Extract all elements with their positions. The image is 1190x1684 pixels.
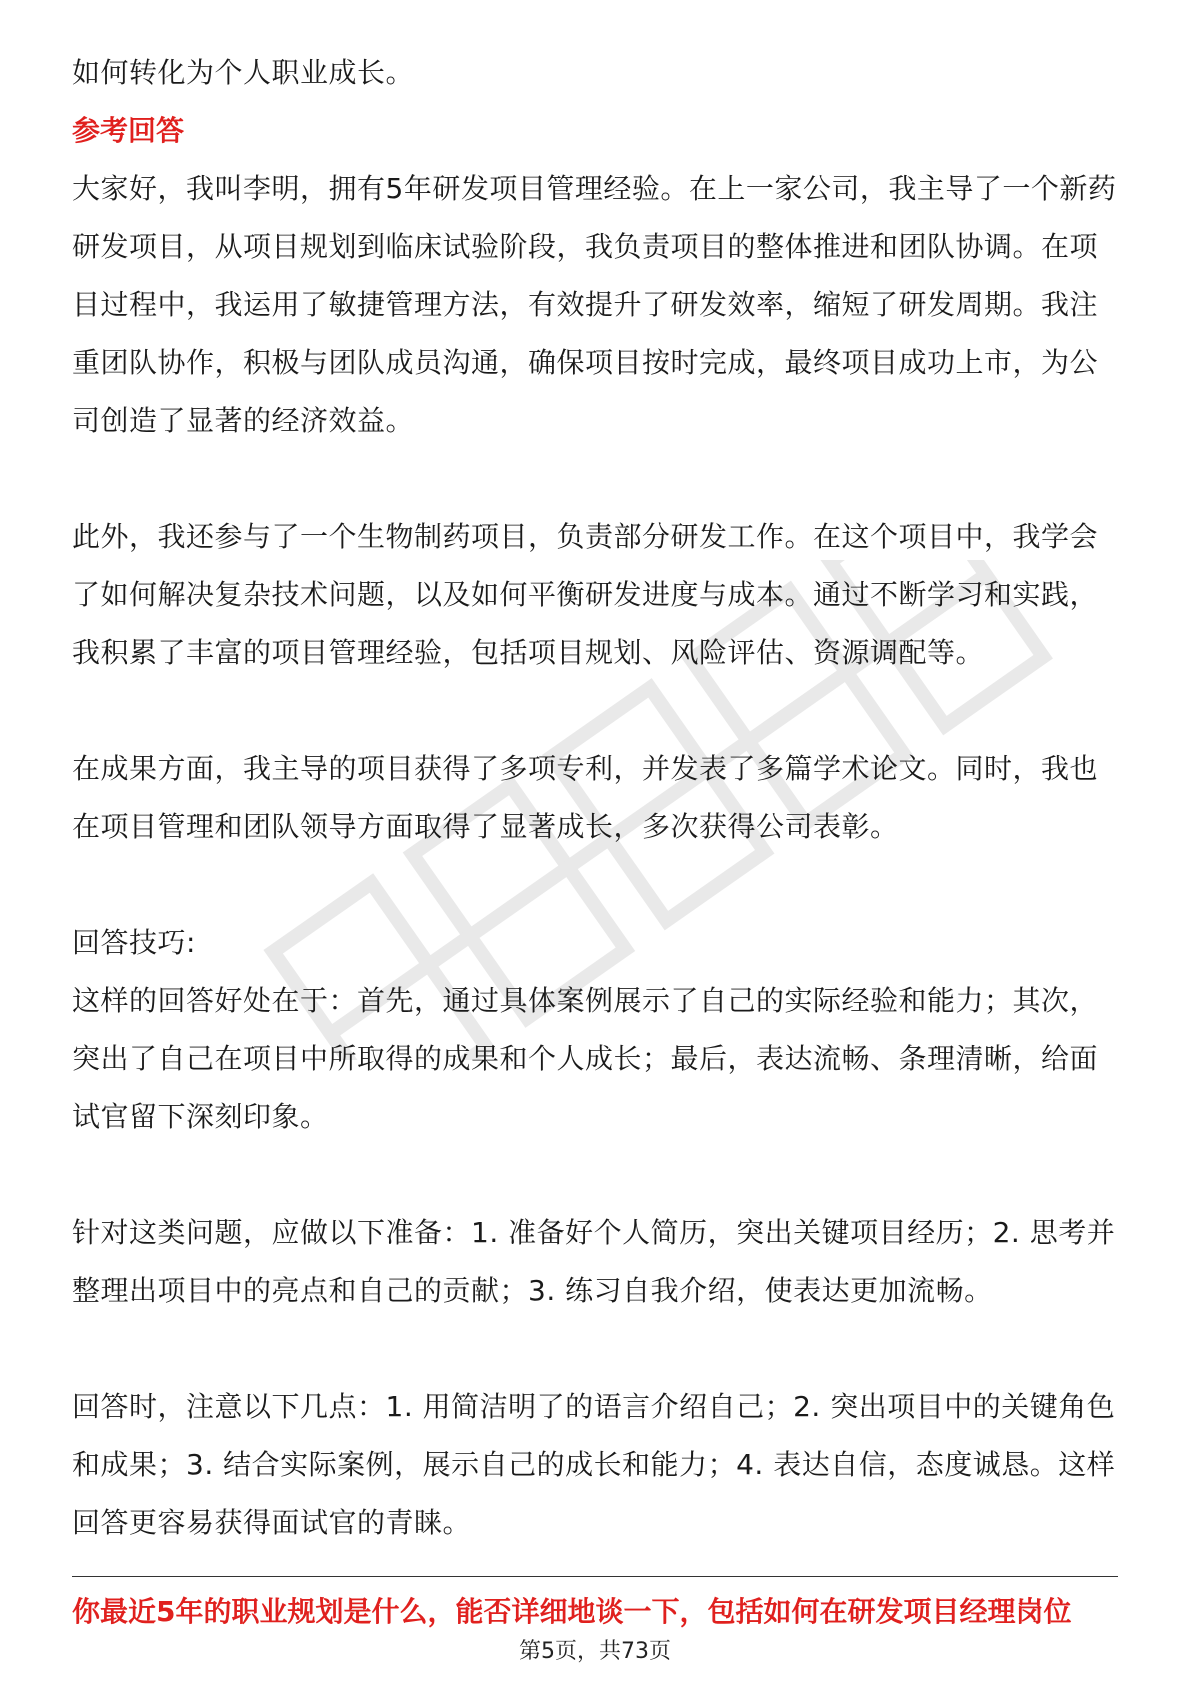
answer-paragraph: 大家好，我叫李明，拥有5年研发项目管理经验。在上一家公司，我主导了一个新药研发项目，从项目规划到临床试验阶段，我负责项目的整体推进和团队协调。在项目过程中，我运用了敏捷管理方法，有效提升了研发效率，缩短了研发周期。我注重团队协作，积极与团队成员沟通，确保项目按时完成，最终项目成功上市，为公司创造了显著的经济效益。 xyxy=(72,172,1117,437)
tips-heading: 回答技巧: xyxy=(72,926,196,959)
tips-paragraph: 这样的回答好处在于：首先，通过具体案例展示了自己的实际经验和能力；其次，突出了自己在项目中所取得的成果和个人成长；最后，表达流畅、条理清晰，给面试官留下深刻印象。 xyxy=(72,984,1099,1133)
answer-paragraph: 在成果方面，我主导的项目获得了多项专利，并发表了多篇学术论文。同时，我也在项目管理和团队领导方面取得了显著成长，多次获得公司表彰。 xyxy=(72,752,1099,843)
main-content xyxy=(72,44,1118,1552)
answer-label: 参考回答 xyxy=(72,114,185,147)
section-divider xyxy=(72,1576,1118,1577)
next-question-heading: 你最近5年的职业规划是什么，能否详细地谈一下，包括如何在研发项目经理岗位 xyxy=(72,1595,1072,1628)
tips-paragraph: 回答时，注意以下几点：1. 用简洁明了的语言介绍自己；2. 突出项目中的关键角色和成果；3. 结合实际案例，展示自己的成长和能力；4. 表达自信，态度诚恳。这样回答更容易获得面试官的青睐。 xyxy=(72,1390,1116,1539)
intro-line: 如何转化为个人职业成长。 xyxy=(72,56,415,89)
answer-paragraph: 此外，我还参与了一个生物制药项目，负责部分研发工作。在这个项目中，我学会了如何解决复杂技术问题，以及如何平衡研发进度与成本。通过不断学习和实践，我积累了丰富的项目管理经验，包括项目规划、风险评估、资源调配等。 xyxy=(72,520,1099,669)
tips-paragraph: 针对这类问题，应做以下准备：1. 准备好个人简历，突出关键项目经历；2. 思考并整理出项目中的亮点和自己的贡献；3. 练习自我介绍，使表达更加流畅。 xyxy=(72,1216,1116,1307)
page-number: 第5页，共73页 xyxy=(519,1639,671,1664)
